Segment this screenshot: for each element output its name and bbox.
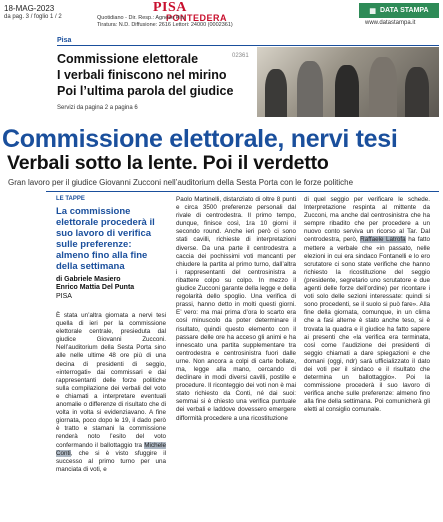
- box-label: LE TAPPE: [56, 196, 85, 202]
- box-text: La commissione elettorale procederà il suo lavoro di verifica sulle preferenze: almeno fino alla fine della settimana: [56, 206, 155, 272]
- divider: [46, 191, 439, 192]
- teaser-line: Commissione elettorale: [57, 52, 199, 66]
- highlighted-name: Michele Conti: [56, 441, 166, 457]
- circulation-meta: Tiratura: N.D. Diffusione: 2616 Lettori: 24000 (0002361): [97, 22, 233, 28]
- article-headline: Commissione elettorale, nervi tesi: [2, 125, 398, 153]
- page-code: 02361: [232, 53, 249, 59]
- article-column-3: [304, 196, 430, 415]
- article-column-2: [176, 196, 296, 423]
- data-stampa-label: DATA STAMPA: [380, 7, 429, 14]
- servizi-note: Servizi da pagina 2 a pagina 6: [57, 105, 138, 111]
- dateline-city: PISA: [56, 293, 72, 300]
- teaser-line: I verbali finiscono nel mirino: [57, 68, 227, 82]
- byline: di Gabriele Masiero: [56, 276, 121, 283]
- data-stampa-logo: [359, 3, 439, 18]
- column-text: , che si è visto sfuggire il successo al primo turno per una manciata di voti, e: [56, 449, 166, 473]
- newspaper-logo: PISA: [153, 0, 187, 15]
- column-text: Paolo Martinelli, distanziato di oltre 8 punti e circa 3500 preferenze personali dal rivale di centrodestra. Il primo tempo, dunque, finisce così, 1ra 10 giorni il secondo round. Anche ieri però ci sono stati cavilli, richieste di interpretazioni diverse. Da una parte il centrodestra a caccia dei pochissimi voti mancanti per chiudere la partita al primo turno, dall’altra i rappresentanti del centrosinistra a ribattere colpo su colpo. In mezzo il giudice Zucconi garante della legge e della regolarità dello spoglio. Una verifica di prassi, hanno detto in molti questi giorni. E’ vero: ma mai prima d’ora lo scarto era così minuscolo da poter determinare il risultato, quindi questo elemento con il passare delle ore ha acceso gli animi e ha innescato una partita supplementare tra centrodestra e centrosinistra fuori dalle urne. Non ancora a colpi di carte bollate, ma, legge alla mano, cercando di declinare in modi diversi cavilli, postille e procedure. Il riconteggio dei voti non è mai stato richiesto da Conti, né dai suoi: semmai si è chiesto una verifica puntuale dei verbali e laddove dovessero emergere difformità procedere a una ricostituzione: [176, 196, 296, 422]
- article-column-1: [56, 312, 166, 474]
- publication-meta: Quotidiano - Dir. Resp.: Agnese Pini: [97, 15, 185, 21]
- column-text: ha fatto mettere a verbale che «in passato, nelle elezioni in cui era sindaco Fontanelli e lo ero scrutatore ci sono state verifiche che hanno richiesto la ricostituzione del seggio (presidente, segretario uno scrutatore e due agenti delle forze dell’ordine) per ricontare i voti solo delle sezioni interessate: quindi si sono procedenti, se il suolo si può fare». Alla fine della giornata, comunque, in un clima che a fasi alterne è stato anche teso, si è trovata la quadra e il giudice ha fatto sapere ai presenti che «la verifica era terminata, così come l’audizione dei presidenti di seggio chiamati a dare spiegazioni e che domani (oggi, ndr) sarà ufficializzato il dato dei voti per il sindaco e il risultato che determina un ballottaggio». Poi la commissione procederà il suo lavoro di verifica anche sulle preferenze: almeno fino alla fine della settimana. Poi comunicherà gli eletti al consiglio comunale.: [304, 236, 430, 414]
- column-text: di quel seggio per verificare le schede. Interpretazione respinta al mittente da Zucconi, ma anche dal centrosinistra che ha sempre ribadito che per procedere a un nuovo conto serviva un ricorso al Tar. Dal centrodestra, però,: [304, 196, 430, 244]
- highlighted-name: Raffaele Latrofa: [360, 236, 406, 244]
- column-text: È stata un’altra giornata a nervi tesi quella di ieri per la commissione elettorale centrale, presieduta dal giudice Giovanni Zucconi. Nell’auditorium della Sesta Porta sino alle nelle ultime 48 ore più di una decina di presidenti di seggio, «interrogati» dai commissari e dai rappresentanti delle forze politiche sulla compilazione dei verbali del voto e chiamati a interpretare eventuali anomalie o differenze di risultato che di volta in volta si evidenziavano. A fine giornata, poco dopo le 19, il dado però è tratto e stamani la commissione renderà noto l’esito del voto confermando il ballottaggio tra: [56, 312, 166, 449]
- data-stampa-url[interactable]: www.datastampa.it: [365, 20, 416, 26]
- teaser-line: Poi l’ultima parola del giudice: [57, 84, 234, 98]
- divider: [57, 45, 439, 46]
- date: 18-MAG-2023: [4, 4, 55, 13]
- data-stampa-icon: ▦: [369, 7, 376, 15]
- page-info: da pag. 3 / foglio 1 / 2: [4, 14, 62, 20]
- article-summary: Gran lavoro per il giudice Giovanni Zucconi nell’auditorium della Sesta Porta con le forze politiche: [8, 178, 354, 187]
- byline: Enrico Mattia Del Punta: [56, 284, 135, 291]
- section-label: Pisa: [57, 37, 72, 44]
- teaser-photo: [257, 47, 439, 117]
- article-subheadline: Verbali sotto la lente. Poi il verdetto: [7, 152, 329, 174]
- newspaper-edition: PONTEDERA: [166, 13, 228, 23]
